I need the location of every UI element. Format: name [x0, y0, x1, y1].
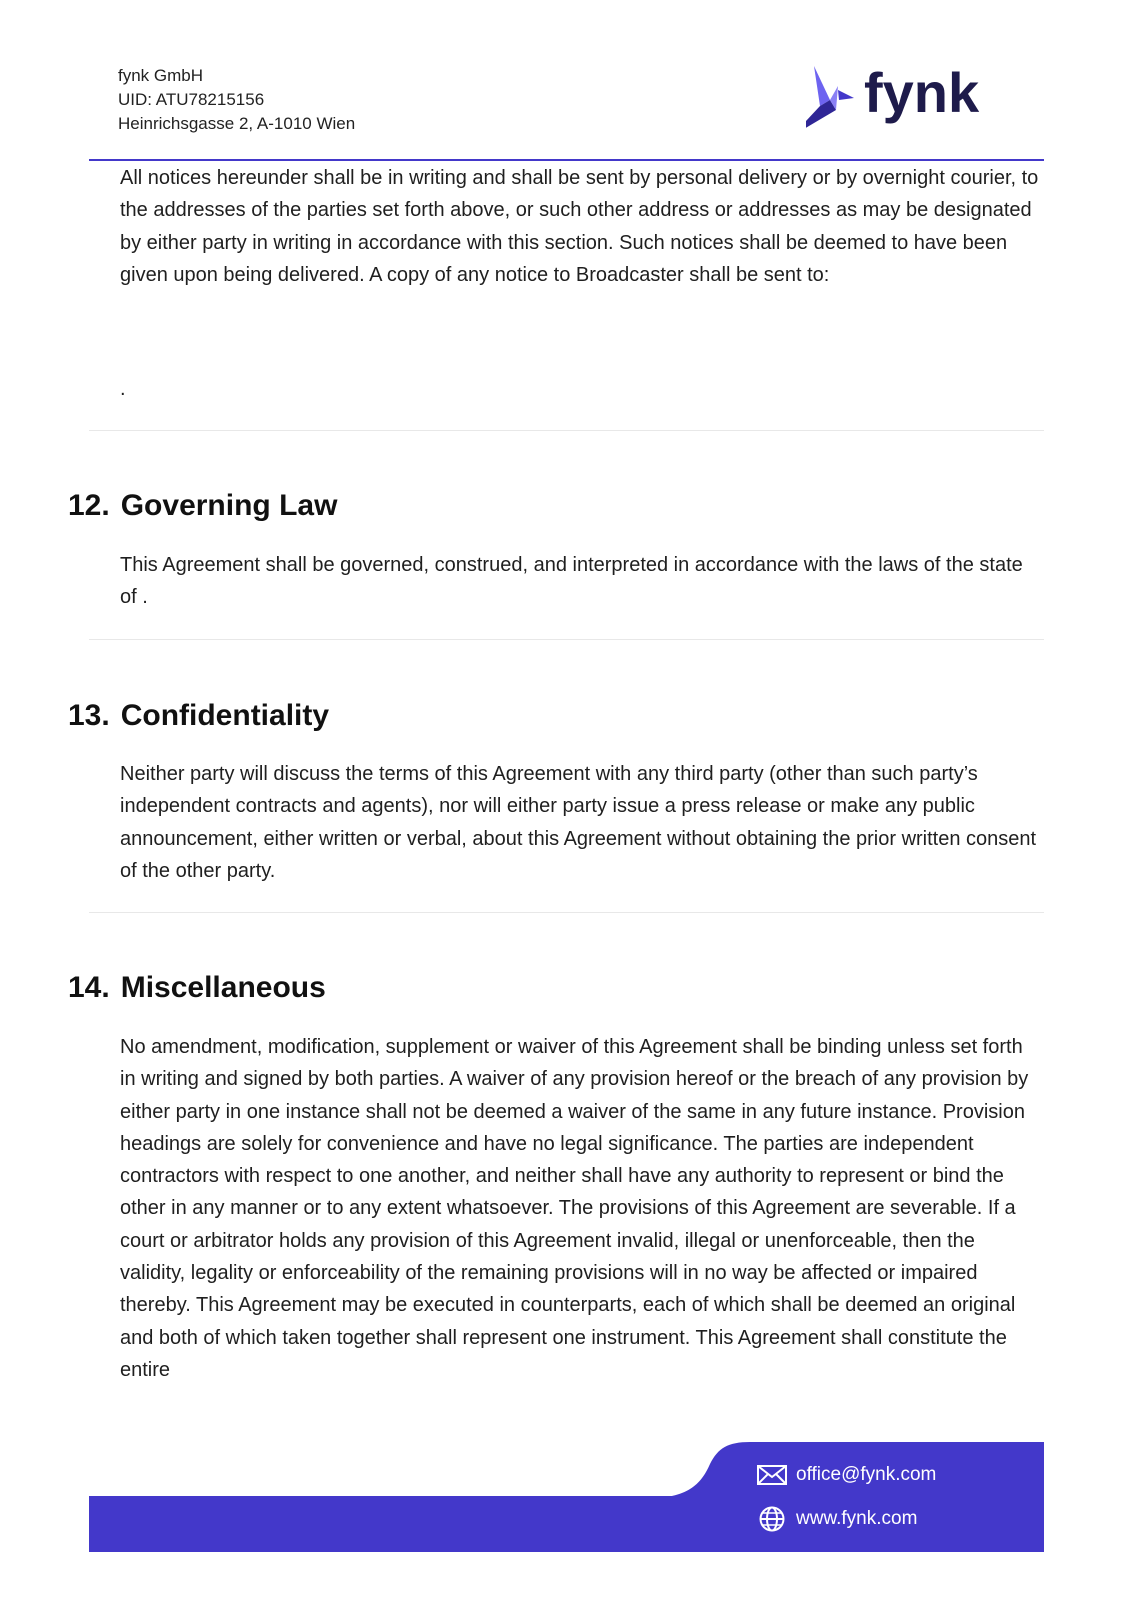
section-number: 14.	[68, 971, 110, 1004]
company-uid: UID: ATU78215156	[118, 90, 265, 109]
footer-website-text[interactable]: www.fynk.com	[796, 1508, 918, 1529]
governing-law-paragraph: This Agreement shall be governed, construed, and interpreted in accordance with the laws of the state of .	[120, 554, 1023, 609]
envelope-icon	[756, 1463, 788, 1487]
fynk-logo	[806, 60, 1006, 144]
footer-website[interactable]	[756, 1507, 917, 1531]
fynk-bird-logo-icon	[806, 60, 1006, 144]
section-divider	[89, 912, 1044, 913]
section-number: 12.	[68, 489, 110, 522]
confidentiality-paragraph: Neither party will discuss the terms of this Agreement with any third party (other than such party’s independent contracts and agents), nor will either party issue a press release or make any public announcement, either written or verbal, about this Agreement without obtaining the prior written consent of the other party.	[120, 763, 1037, 882]
section-title: Governing Law	[120, 489, 338, 522]
section-divider	[89, 639, 1044, 640]
section-title: Confidentiality	[120, 699, 330, 732]
company-address: Heinrichsgasse 2, A-1010 Wien	[118, 114, 356, 133]
section-heading-miscellaneous	[68, 968, 326, 1008]
section-divider	[89, 430, 1044, 431]
header-divider	[89, 159, 1044, 161]
footer-email-text[interactable]: office@fynk.com	[796, 1464, 937, 1485]
miscellaneous-paragraph: No amendment, modification, supplement or waiver of this Agreement shall be binding unless set forth in writing and signed by both parties. A waiver of any provision hereof or the breach of any provision by either party in one instance shall not be deemed a waiver of the same in any future instance. Provision headings are solely for convenience and have no legal significance. The parties are independent contractors with respect to one another, and neither shall have any authority to represent or bind the other in any manner or to any extent whatsoever. The provisions of this Agreement are severable. If a court or arbitrator holds any provision of this Agreement invalid, illegal or unenforceable, then the validity, legality or enforceability of the remaining provisions will in no way be affected or impaired thereby. This Agreement may be executed in counterparts, each of which shall be deemed an original and both of which taken together shall represent one instrument. This Agreement shall constitute the entire	[120, 1036, 1029, 1381]
footer-email[interactable]	[756, 1463, 936, 1487]
notices-blank-address: .	[120, 378, 126, 400]
logo-wordmark: fynk	[864, 61, 980, 124]
globe-icon	[756, 1507, 788, 1531]
section-heading-confidentiality	[68, 696, 329, 736]
section-heading-governing-law	[68, 486, 337, 526]
company-info	[118, 64, 355, 136]
company-name: fynk GmbH	[118, 66, 204, 85]
section-number: 13.	[68, 699, 110, 732]
section-title: Miscellaneous	[120, 971, 326, 1004]
notices-paragraph: All notices hereunder shall be in writing and shall be sent by personal delivery or by overnight courier, to the addresses of the parties set forth above, or such other address or addresses as may be designated by either party in writing in accordance with this section. Such notices shall be deemed to have been given upon being delivered. A copy of any notice to Broadcaster shall be sent to:	[120, 167, 1039, 286]
